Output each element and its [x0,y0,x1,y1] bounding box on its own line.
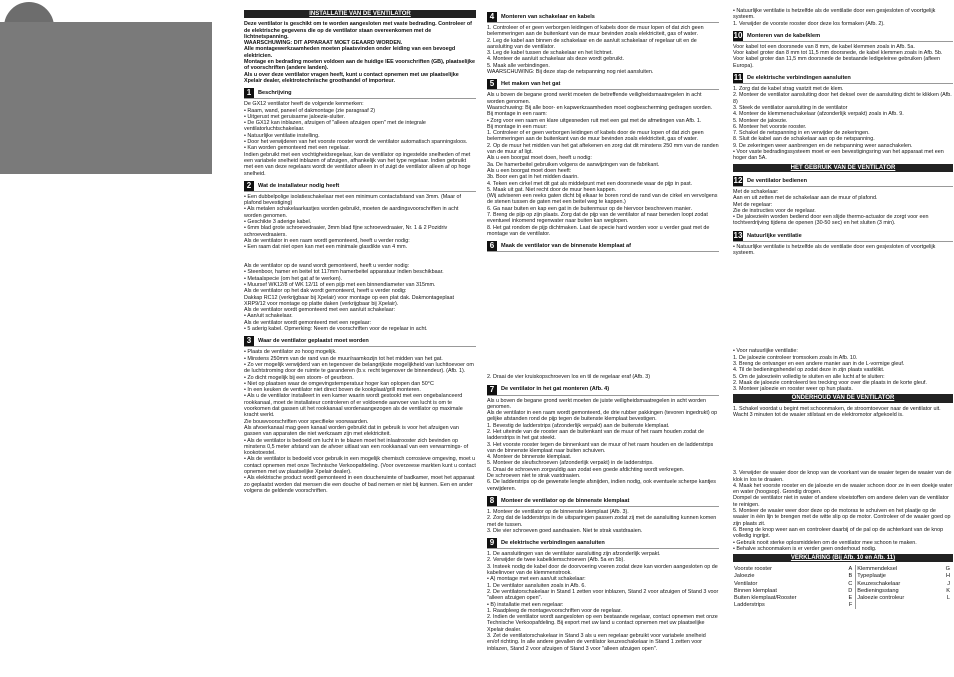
legend-cell: J [947,580,950,587]
section-body-2: • Een dubbelpolige isolatieschakelaar met een minimum contactafstand van 3mm. (Maar of plafond bevestiging) • Als metalen schakelaarkastjes worden gebruikt, moeten de aardingsvoorschriften in acht worden genomen. • Geschikte 3 aderige kabel. • 6mm blad grote schroevedraaier, 3mm blad fijne schroevedraaier, Nr. 1 & 2 Pozidriv schroevedraaiers. Als de ventilator in een raam wordt gemonteerd, heeft u verder nodig: • Een raam dat niet open kan met een minimale glasdikte van 4 mm. Als de ventilator op de wand wordt gemonteerd, heeft u verder nodig: • Steenboor, hamer en beitel tot 117mm hamerbeitel apparatuur indien beschikbaar. • Metaalspecie (om het gat af te werken). • Muursef WK12/8 of WK 12/11 of een pijp met een binnendiameter van 315mm. Als de ventilator op het dak wordt gemonteerd, heeft u verder nodig: Dakkap RC12 (verkrijgbaar bij Xpelair) voor montage op een plat dak. Dakmontageplaat XRP9/12 voor montage op platte daken (verkrijgbaar bij Xpelair). Als de ventilator wordt gemonteerd met een aan/uit schakelaar: • Aan/uit schakelaar. Als de ventilator wordt gemonteerd met een regelaar: • 5 aderig kabel. Opmerking: Neem de voorschriften voor de regelaar in acht. [244,193,462,333]
section-body-3: • Plaats de ventilator zo hoog mogelijk. • Minstens 250mm van de rand van de muur/raamkozijn tot het midden van het gat. • Zo ver mogelijk verwijderd van en tegenover de belangrijkste mogelijkheid van luchttoevoer om de luchtstroming door de ruimte te garanderen (b.v. recht tegenover de binnendeur). (Afb. 1). • Zo dicht mogelijk bij een stoom- of geurbron. • Niet op plaatsen waar de omgevingstemperatuur hoger kan oplopen dan 50°C • In een keuken de ventilator niet direct boven de kookplaat/grill monteren. • Als u de ventilator installeert in een kamer waarin wordt gestookt met een ongebalanceerd rookkanaal, moet de installateur controleren of er voldoende aanvoer van lucht is om te voorkomen dat gassen uit het rookkanaal wordenaangezogen als de ventilator op maximale kracht werkt. Zie bouwvoorschriften voor specifieke voorwaarden. Als afvoerkanaal mag geen kanaal worden gebruikt dat in gebruik is voor het afzuigen van gassen van apparaten die niet werkzaam zijn met elektriciteit. • Als de ventilator is bedoeld om lucht in te blazen moet het inlaatrooster zich bevinden op minstens 0,5 meter afstand van de afvoer uitlaat van een rookkanaal van een verwarmings- of kookotoestel. • Als de ventilator is bedoeld voor gebruik in een mogelijk chemisch corrosieve omgeving, moet u contact opnemen met onze Technische Verkoopafdeling. (Voor overzeese markten kunt u contact opnemen met uw plaatselijke Xpelair dealer). • Als elektrische product wordt gemonteerd in een doucheruimte of badkamer, moet het apparaat zo geplaatst worden dat mensen die een douche of bad nemen er niet bij kunnen. Een en ander volgens de geldende voorschriften. [244,349,476,494]
section-body-13b: • Voor natuurlijke ventilatie: 1. De jaloezie controleer tromsoken zoals in Afb. 10. 3. Breng de ontvanger en een andere manier aan in de L-vormige gleuf. 4. Til de bedieningshendel op zodat deze in zijn plaats vastklikt. 5. Om de jaloezieën volledig te sluiten en alle lucht af te sluiten: 2. Maak de jaloezie controleerd tes trecking voor over die plaats in de korte gleuf. 3. Monteer jaloezie en rooster weer op hun plaats. [733,348,927,393]
section-body-6: 2. Draai de vier kruiskopschroeven los en til de regelaar eraf (Afb. 3) [487,374,650,381]
legend-row [733,595,953,602]
section-header-3 [244,336,476,347]
section-number: 11 [733,73,743,83]
section-body-11: 1. Zorg dat de kabel strag vastzit met de klem. 2. Monteer de ventilator aansluiting door het deksel over de aansluiting dicht te klikken (Afb. 8) 3. Steek de ventilator aansluiting in de ventilator 4. Monteer de klemmenschakelaar (afzonderlijk verpakt) zoals in Afb. 9. 5. Monteer de jaloezie. 6. Monteer het voorste rooster. 7. Schakel de netspanning in en verwijder de zekeringen. 8. Sluit de kabel aan de schakelaar aan op de netspanning. 9. De zekeringen weer aanbrengen en de netspanning weer aanschakelen. • Voor vaste bedradingssysteem moet er een bevestigingsring van het apparaat met een hoger dan 5A. [733,86,952,162]
section-title: Waar de ventilator geplaatst moet worden [258,338,369,345]
legend-row [733,580,953,587]
section-title: Maak de ventilator van de binnenste klemplaat af [501,243,631,250]
legend-row [733,573,953,580]
legend-cell: B [841,573,855,580]
legend-cell: F [841,602,855,609]
legend-cell: Ventilator [734,580,758,587]
column-3 [733,8,953,648]
section-number: 5 [487,79,497,89]
figure-space [733,420,953,470]
section-number: 10 [733,30,743,40]
section-body-8: 1. Monteer de ventilator op de binnenste klemplaat (Afb. 3). 2. Zorg dat de ladderstrips in de uitsparingen passen zodat zij met de aansluiting kunnen komen met de tussen. 3. Die vier schroeven goed aandraaien. Niet te strak vastdraaien. [487,508,717,534]
legend-cell: G [945,565,950,572]
figure-space [487,254,719,374]
section-header-5 [487,79,719,90]
legend-cell: Ladderstrips [734,602,765,609]
section-body-12: Met de schakelaar: Aan en uit zetten met de schakelaar aan de muur of plafond. Met de regelaar: Zie de instructies voor de regelaar. • De jaloezieën worden bediend door een slijde thermo-actuator de zorgt voor een tochtverdrijving tijdens de openen (30-50 sec) en het sluiten (3 min). [733,188,929,227]
legend-cell: C [841,580,855,587]
section-number: 9 [487,538,497,548]
section-header-11 [733,73,953,84]
figure-space [733,258,953,348]
legend-cell: H [945,573,950,580]
legend-cell: L [946,595,950,602]
section-header-7 [487,385,719,396]
section-header-12 [733,176,953,187]
legend-row [733,587,953,594]
legend-cell: Voorste rooster [734,565,772,572]
legend-cell: A [841,565,855,572]
section-number: 4 [487,12,497,22]
section-header-9 [487,538,719,549]
onderhoud-text-2: 3. Verwijder de waaier door de knop van de voorkant van de waaier tegen de waaier van de klok in los te draaien. 4. Maak het voorste rooster en de jaloezie en de waaier schoon door ze in een doekje water en water (hoogsop). Grondig drogen. Dompel de ventilator niet in water of andere vloeistoffen om andere delen van de ventilator te reinigen. 5. Monteer de waaier weer door deze op de motoras te schuiven en het plaatje op de waaier in één lijn te brengen met de witte slip op de motor. Controleer of de waaier goed op zijn plaats zit. 6. Breng de knop weer aan en controleer daarbij of de pal op de achterkant van de knop volledig ingrijpt. • Gebruik nooit sterke oplosmiddelen om de ventilator mee schoon te maken. • Behalve schoonmaken is er verder geen onderhoud nodig. [733,470,953,552]
section-body-9: 1. De aansluitingen van de ventilator aansluiting zijn afzonderlijk verpakt. 2. Verwijder de twee kabelklemschroeven (Afb. 5a en 5b). 3. Insteek nodig de kabel door de doorvoering voeren zodat deze kan worden aangesloten op de kabelinvoer van de klemmenstrook. • A) montage met een aan/uit schakelaar: 1. De ventilator aansluiten zoals in Afb. 6. 2. De ventilatorschakelaar in Stand 1 zetten voor inblazen, Stand 2 voor afzuigen of Stand 3 voor "alleen afzuigen open". • B) installatie met een regelaar: 1. Raadpleeg de montagevoorschriften voor de regelaar. 2. Indien de ventilator wordt aangesloten op een bestaande regelaar, contact opnemen met onze Technische Verkoopafdeling. Bij export met uw land u contact opnemen met uw plaatselijke Xpelair dealer. 3. Zet de ventilatorschakelaar in Stand 3 als u een regelaar gebruikt voor variabele snelheid en/of richting. In alle andere gevallen de ventilator keuzeschakelaar in Stand 1 zetten voor inblazen, Stand 2 voor afzuigen of Stand 3 voor "alleen afzuigen open". [487,551,719,652]
legend-cell [939,602,953,609]
legend-cell: D [841,587,855,594]
section-number: 1 [244,88,254,98]
legend-row [733,602,953,609]
section-body-7: Als u boven de begane grond werkt moeten de juiste veiligheidsmaatregelen in acht worden genomen. Als de ventilator in een raam wordt gemonteerd, de drie rubber pakkingen (tevoren ingedrukt) op gelijke afstanden rond de pijp tegen de buitenste klemplaat bevestigen. 1. Bevestig de ladderstrips (afzonderlijk verpakt) aan de buitenste klemplaat. 2. Het uiteinde van de rooster aan de buitenkant van de muur of het raam houden zodat de ladderstrips in het gat steekt. 3. Het voorste rooster tegen de binnenkant van de muur of het raam houden en de ladderstrips van de binnenste klemplaat naar buiten schuiven. 4. Monteer de binnenste klemplaat. 5. Monteer de sleufschroeven (afzonderlijk verpakt) in de ladderstrips. 6. Draai de schroeven zorgvuldig aan zodat een goede afdichting wordt verkregen. De schroeven niet te strak vastdraaien. 6. De ladderstrips op de gewenste lengte afsnijden, indien nodig, ook eventuele scherpe kantjes verwijderen. [487,397,718,492]
section-body-1: De GX12 ventilator heeft de volgende kenmerken: • Raam, wand, paneel of dakmontage (zie paragraaf 2) • Uitgerust met geruisarme jaloezie-sluiter. • De GX12 kan inblazen, afzuigen of "alleen afzuigen open" met de integrale ventilatorluchtschakelaar. • Natuurlijke ventilatie instelling. • Door het verwijderen van het voorste rooster wordt de ventilator automatisch spanningsloos. • Kan worden gemonteerd met een regelaar. Indien gebruikt met een vochtigheidsregelaar, kan de ventilator op ingestelde snelheden of met een variabele snelheid inblazen of afzuigen, afhankelijk van het type regelaar. Indien gebruikt met een van deze regelaars wordt de ventilator alleen in of zuigt de ventilator alleen af op hoge snelheid. [244,101,471,177]
section-header-1 [244,88,476,99]
section-banner-onderhoud: ONDERHOUD VAN DE VENTILATOR [733,394,953,402]
section-body-10: Voor kabel tot een doorsnede van 8 mm, de kabel klemmen zoals in Afb. 5a. Voor kabel groter dan 8 mm tot 11,5 mm doorsnede, de kabel klemmen zoals in Afb. 5b. Voor kabel groter dan 11,5 mm doorsnede de bestaande ledigeleiree gebruiken (afleen Europa). [733,43,943,69]
section-number: 6 [487,241,497,251]
section-number: 13 [733,230,743,240]
legend-table [733,565,953,609]
onderhoud-text: 1. Schakel voordat u begint met schoonmaken, de stroomtoevoer naar de ventilator uit. Wacht 3 minuten tot de waaier stilstaat en de elektromotor afgekoeld is. [733,405,941,418]
legend-cell [856,602,939,609]
column-1 [244,8,476,668]
section-title: De elektrische verbindingen aansluiten [747,74,851,81]
section-title: Het maken van het gat [501,81,561,88]
legend-row [733,565,953,572]
section-banner-installatie: INSTALLATIE VAN DE VENTILATOR [244,10,476,18]
column-2 [487,8,719,668]
section-title: De ventilator in het gat monteren (Afb. 4) [501,386,610,393]
section-number: 8 [487,496,497,506]
section-title: Beschrijving [258,90,292,97]
legend-cell: Jaloezie controleur [857,595,905,602]
legend-cell: Binnen klemplaat [734,587,777,594]
section-title: Wat de installateur nodig heeft [258,182,340,189]
section-body-13: • Natuurlijke ventilatie is hetzelfde als de ventilatie door een gesjesloten of voortgelijk systeem. [733,243,936,257]
section-header-2 [244,181,476,192]
section-title: De ventilator bedienen [747,177,807,184]
section-header-10 [733,31,953,42]
legend-cell: E [841,595,855,602]
section-title: De elektrische verbindingen aansluiten [501,539,605,546]
section-title: Monteren van schakelaar en kabels [501,13,595,20]
section-number: 7 [487,385,497,395]
section-header-4 [487,12,719,23]
section-banner-verklaring: VERKLARING (Bij Afb. 10 en Afb. 11) [733,554,953,562]
section-header-8 [487,496,719,507]
legend-cell: Bedieningsstang [857,587,899,594]
section-title: Natuurlijke ventilatie [747,232,802,239]
gray-sidebar-block [0,22,212,174]
legend-cell: Buiten klemplaat/Rooster [734,595,797,602]
section-banner-gebruik: HET GEBRUIK VAN DE VENTILATOR [733,164,953,172]
legend-cell: K [946,587,950,594]
intro-text: Deze ventilator is geschikt om te worden aangesloten met vaste bedrading. Controleer of de elektrische gegevens die op de ventilator staan overeenkomen met de lichtnetspanning. WAARSCHUWING: DIT APPARAAT MOET GEAARD WORDEN. Alle montagewerkzaamheden moeten plaatsvinden onder leiding van een bevoegd elektricien. Montage en bedrading moeten voldoen aan de huidige IEE voorschriften (GB), plaatselijke of voorschriften (andere landen). Als u over deze ventilator vragen heeft, kunt u contact opnemen met uw plaatselijke Xpelair dealer, elektrotechnische groothandel of importeur. [244,21,475,84]
legend-cell: Jaloezie [734,573,755,580]
section-number: 12 [733,175,743,185]
section-header-6 [487,241,719,252]
section-number: 3 [244,336,254,346]
section-number: 2 [244,181,254,191]
section-body-4: 1. Controleer of er geen verborgen leidingen of kabels door de muur lopen of dat zich geen belemmeringen aan de buitenkant van de muur bevinden zoals elektriciteit, gas of water. 2. Leg de kabel aan binnen de schakelaar en de aan/uit schakelaar of regelaar uit en de aansluiting van de ventilator. 3. Leg de kabel tussen de schakelaar en het lichtnet. 4. Monteer de aan/uit schakelaar als deze wordt gebruikt. 5. Maak alle verbindingen. WAARSCHUWING: Bij deze stap de netspanning nog niet aansluiten. [487,25,704,76]
top-note: • Natuurlijke ventilatie is hetzelfde als de ventilatie door een gesjesloten of voortgelijk systeem. 1. Verwijder de voorste rooster door deze los formaken (Afb. 2). [733,8,936,27]
section-title: Monteer de ventilator op de binnenste klemplaat [501,497,630,504]
legend-cell: Typeplaatje [857,573,886,580]
legend-cell: Keuzeschakelaar [857,580,901,587]
section-body-5: Als u boven de begane grond werkt moeten de betreffende veiligheidsmaatregelen in acht worden genomen. Waarschuwing: Bij alle boor- en kapwerkzaamheden moet oogbescherming gedragen worden. Bij montage in een raam: • Zorg voor een raam en klare uitgesneden ruit met een gat met de afmetingen van Afb. 1. Bij montage in een muur: 1. Controleer of er geen verborgen leidingen of kabels door de muur lopen of dat zich geen belemmeringen aan de buitenkant van de muur bevinden zoals elektriciteit, gas of water. 2. Op de muur het midden van het gat aftekenen en zorg dat dit minstens 250 mm van de randen van de muur af ligt. Als u een boorgat moet doen, heeft u nodig: 3a. De hamerbeitel gebruiken volgens de aanwijzingen van de fabrikant. Als u een boorgat moet doen heeft: 3b. Boor een gat in het midden daarin. 4. Teken een cirkel met dit gat als middelpunt met een doorsnede waar de pijp in past. 5. Maak uit gat. Niet recht door de muur heen kappen. (Wij adviseren een reeks gaten dicht bij elkaar te boren rond de rand van de cirkel en vervolgens de stenen tussen de gaten met een beitel weg te kappen.) 6. Ga naar buiten en kap een gat in de buitenmuur op de hiervoor beschreven manier. 7. Breng de pijp op zijn plaats. Zorg dat de pijp van de ventilator af naar beneden loopt zodat eventueel inkomend regenwater naar buiten kan weglopen. 8. Het gat rondom de pijp dichtmaken. Laat de specie hard worden voor u verder gaat met de montage van de ventilator. [487,92,719,237]
legend-cell: Klemmendeksel [857,565,898,572]
section-title: Monteren van de kabelklem [747,32,821,39]
section-header-13 [733,231,953,242]
